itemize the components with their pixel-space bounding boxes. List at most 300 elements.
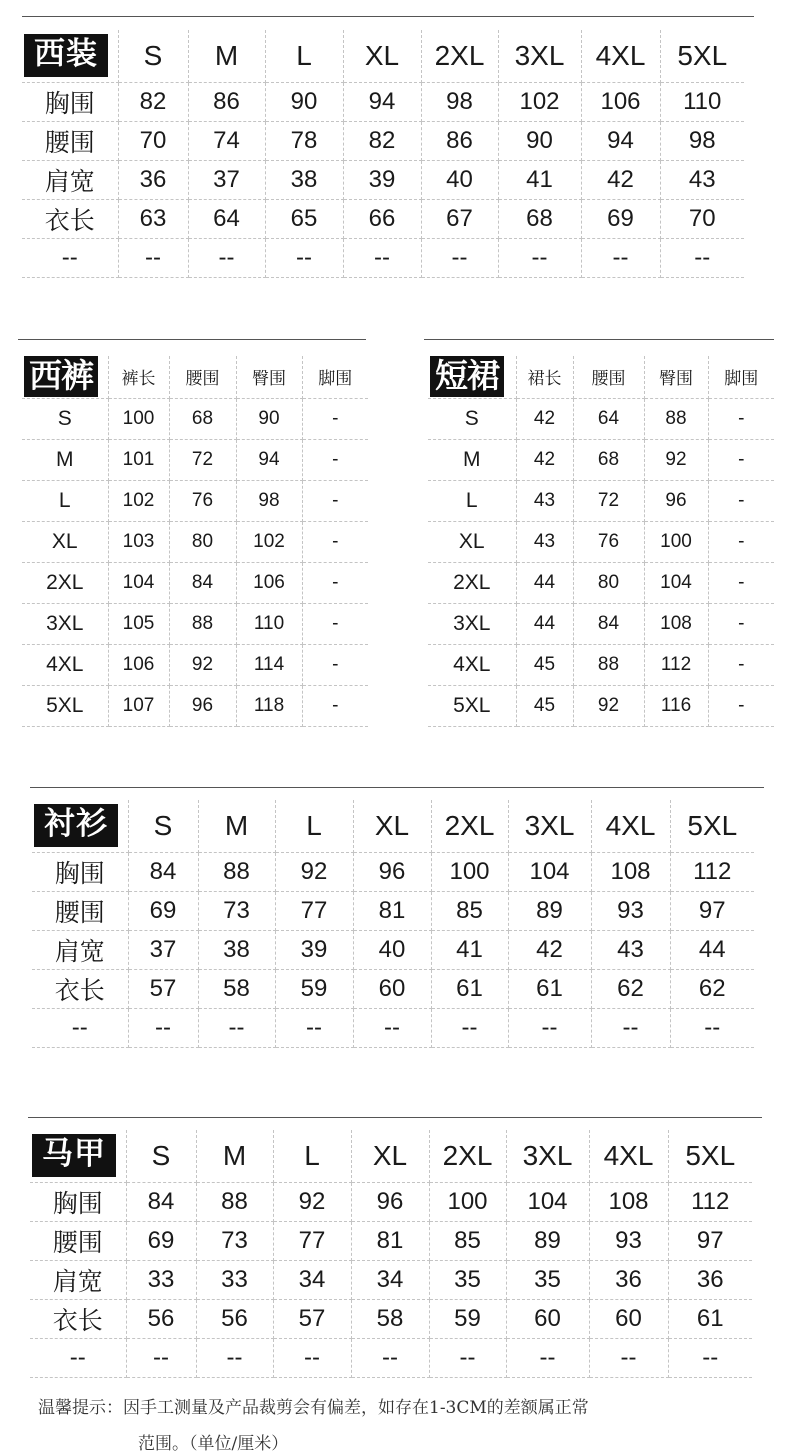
table-cell: - xyxy=(708,685,774,726)
table-cell: 86 xyxy=(421,121,498,160)
table-cell: 112 xyxy=(670,852,754,891)
table-cell: -- xyxy=(421,238,498,277)
table-cell: 73 xyxy=(198,891,275,930)
size-header: M xyxy=(196,1130,273,1182)
table-cell: 88 xyxy=(169,603,236,644)
table-row xyxy=(428,398,774,439)
row-label: 腰围 xyxy=(22,121,118,160)
size-header: M xyxy=(198,800,275,852)
table-cell: 94 xyxy=(581,121,660,160)
size-header: S xyxy=(128,800,198,852)
row-size: L xyxy=(428,480,516,521)
table-cell: 56 xyxy=(196,1299,273,1338)
table-cell: 82 xyxy=(343,121,421,160)
table-cell: 59 xyxy=(429,1299,506,1338)
divider-shirt xyxy=(30,787,764,788)
size-header: 5XL xyxy=(668,1130,752,1182)
table-cell: 61 xyxy=(508,969,591,1008)
table-cell: 36 xyxy=(118,160,188,199)
table-cell: -- xyxy=(351,1338,429,1377)
table-cell: 40 xyxy=(421,160,498,199)
table-cell: 108 xyxy=(589,1182,668,1221)
pants-title: 西裤 xyxy=(24,356,98,397)
size-header: 4XL xyxy=(589,1130,668,1182)
size-header: 3XL xyxy=(508,800,591,852)
table-cell: 35 xyxy=(429,1260,506,1299)
table-cell: 42 xyxy=(516,398,573,439)
table-row xyxy=(22,398,368,439)
pants-title-cell xyxy=(22,356,108,398)
table-cell: 58 xyxy=(351,1299,429,1338)
table-cell: 100 xyxy=(429,1182,506,1221)
size-header: 4XL xyxy=(581,30,660,82)
table-cell: 72 xyxy=(169,439,236,480)
table-cell: 61 xyxy=(431,969,508,1008)
table-cell: 106 xyxy=(108,644,169,685)
table-row xyxy=(428,521,774,562)
table-cell: 36 xyxy=(589,1260,668,1299)
table-cell: -- xyxy=(670,1008,754,1047)
table-cell: 43 xyxy=(516,480,573,521)
table-cell: 102 xyxy=(498,82,581,121)
table-cell: 105 xyxy=(108,603,169,644)
table-cell: 73 xyxy=(196,1221,273,1260)
table-cell: 101 xyxy=(108,439,169,480)
table-row xyxy=(22,480,368,521)
shirt-title: 衬衫 xyxy=(34,804,118,847)
table-cell: - xyxy=(302,644,368,685)
table-row xyxy=(22,603,368,644)
pants-size-table xyxy=(22,356,368,727)
table-cell: 56 xyxy=(126,1299,196,1338)
table-cell: 45 xyxy=(516,644,573,685)
table-cell: 36 xyxy=(668,1260,752,1299)
table-cell: 77 xyxy=(275,891,353,930)
table-row xyxy=(32,891,754,930)
row-label: 衣长 xyxy=(30,1299,126,1338)
table-cell: -- xyxy=(589,1338,668,1377)
table-row xyxy=(30,1260,752,1299)
table-row xyxy=(22,521,368,562)
row-size: S xyxy=(22,398,108,439)
table-cell: 39 xyxy=(275,930,353,969)
table-row xyxy=(30,1338,752,1377)
vest-title: 马甲 xyxy=(32,1134,116,1177)
column-header: 裙长 xyxy=(516,356,573,398)
table-cell: 45 xyxy=(516,685,573,726)
table-cell: 112 xyxy=(644,644,708,685)
divider-pants xyxy=(18,339,366,340)
suit-title-cell xyxy=(22,30,118,82)
row-size: XL xyxy=(428,521,516,562)
table-cell: 97 xyxy=(668,1221,752,1260)
table-row xyxy=(428,562,774,603)
table-row xyxy=(428,439,774,480)
row-label: -- xyxy=(30,1338,126,1377)
table-cell: 106 xyxy=(236,562,302,603)
table-cell: 89 xyxy=(508,891,591,930)
table-cell: -- xyxy=(353,1008,431,1047)
table-cell: 104 xyxy=(506,1182,589,1221)
table-cell: 60 xyxy=(353,969,431,1008)
row-label: 衣长 xyxy=(22,199,118,238)
table-cell: 74 xyxy=(188,121,265,160)
table-cell: -- xyxy=(668,1338,752,1377)
row-size: 2XL xyxy=(22,562,108,603)
shirt-title-cell xyxy=(32,800,128,852)
size-header: 2XL xyxy=(421,30,498,82)
table-cell: 42 xyxy=(508,930,591,969)
table-cell: 66 xyxy=(343,199,421,238)
table-cell: 98 xyxy=(421,82,498,121)
row-label: 腰围 xyxy=(32,891,128,930)
table-cell: 93 xyxy=(591,891,670,930)
table-cell: 69 xyxy=(581,199,660,238)
table-cell: 90 xyxy=(265,82,343,121)
table-cell: -- xyxy=(429,1338,506,1377)
table-row xyxy=(32,852,754,891)
table-cell: -- xyxy=(128,1008,198,1047)
size-header: XL xyxy=(351,1130,429,1182)
divider-skirt xyxy=(424,339,774,340)
table-row xyxy=(22,644,368,685)
table-cell: 88 xyxy=(198,852,275,891)
table-cell: - xyxy=(302,439,368,480)
table-cell: -- xyxy=(498,238,581,277)
row-size: L xyxy=(22,480,108,521)
table-cell: 33 xyxy=(196,1260,273,1299)
column-header: 臀围 xyxy=(236,356,302,398)
column-header: 臀围 xyxy=(644,356,708,398)
table-cell: 92 xyxy=(273,1182,351,1221)
table-cell: - xyxy=(708,562,774,603)
table-cell: 69 xyxy=(128,891,198,930)
table-cell: -- xyxy=(273,1338,351,1377)
table-cell: 43 xyxy=(591,930,670,969)
size-header: XL xyxy=(353,800,431,852)
table-cell: 78 xyxy=(265,121,343,160)
table-cell: 94 xyxy=(236,439,302,480)
measurement-note xyxy=(38,1393,589,1454)
column-header: 脚围 xyxy=(302,356,368,398)
table-row xyxy=(428,644,774,685)
table-cell: 37 xyxy=(128,930,198,969)
table-cell: 80 xyxy=(573,562,644,603)
table-cell: 96 xyxy=(644,480,708,521)
table-cell: 88 xyxy=(644,398,708,439)
table-cell: 102 xyxy=(108,480,169,521)
table-cell: 68 xyxy=(169,398,236,439)
table-cell: 57 xyxy=(128,969,198,1008)
table-cell: 98 xyxy=(236,480,302,521)
table-cell: - xyxy=(708,521,774,562)
table-cell: - xyxy=(302,603,368,644)
table-cell: 100 xyxy=(644,521,708,562)
table-cell: -- xyxy=(506,1338,589,1377)
table-cell: -- xyxy=(581,238,660,277)
table-cell: 34 xyxy=(273,1260,351,1299)
table-cell: 100 xyxy=(108,398,169,439)
table-cell: 44 xyxy=(670,930,754,969)
row-label: 胸围 xyxy=(30,1182,126,1221)
table-cell: 103 xyxy=(108,521,169,562)
table-cell: 62 xyxy=(670,969,754,1008)
table-cell: 60 xyxy=(506,1299,589,1338)
size-header: S xyxy=(126,1130,196,1182)
table-cell: 64 xyxy=(188,199,265,238)
table-cell: -- xyxy=(188,238,265,277)
column-header: 裤长 xyxy=(108,356,169,398)
table-cell: 106 xyxy=(581,82,660,121)
table-cell: 89 xyxy=(506,1221,589,1260)
table-cell: 92 xyxy=(169,644,236,685)
table-cell: -- xyxy=(265,238,343,277)
table-cell: 39 xyxy=(343,160,421,199)
suit-title: 西装 xyxy=(24,34,108,77)
table-cell: 81 xyxy=(351,1221,429,1260)
table-cell: 70 xyxy=(118,121,188,160)
table-cell: 63 xyxy=(118,199,188,238)
table-cell: 35 xyxy=(506,1260,589,1299)
table-cell: 102 xyxy=(236,521,302,562)
table-cell: 100 xyxy=(431,852,508,891)
vest-title-cell xyxy=(30,1130,126,1182)
table-cell: - xyxy=(302,562,368,603)
table-cell: -- xyxy=(275,1008,353,1047)
table-row xyxy=(22,199,744,238)
suit-size-table xyxy=(22,30,744,278)
table-cell: 84 xyxy=(169,562,236,603)
row-label: 胸围 xyxy=(22,82,118,121)
size-header: L xyxy=(273,1130,351,1182)
table-cell: - xyxy=(302,685,368,726)
row-label: 腰围 xyxy=(30,1221,126,1260)
table-row xyxy=(32,930,754,969)
table-cell: 92 xyxy=(573,685,644,726)
table-cell: 38 xyxy=(265,160,343,199)
table-cell: 97 xyxy=(670,891,754,930)
row-size: 5XL xyxy=(428,685,516,726)
table-cell: 88 xyxy=(573,644,644,685)
size-header: L xyxy=(265,30,343,82)
table-cell: -- xyxy=(118,238,188,277)
table-row xyxy=(22,238,744,277)
table-cell: 76 xyxy=(169,480,236,521)
row-size: 4XL xyxy=(428,644,516,685)
table-cell: 38 xyxy=(198,930,275,969)
column-header: 脚围 xyxy=(708,356,774,398)
table-cell: 116 xyxy=(644,685,708,726)
column-header: 腰围 xyxy=(573,356,644,398)
table-cell: 43 xyxy=(516,521,573,562)
table-row xyxy=(428,685,774,726)
table-cell: 90 xyxy=(498,121,581,160)
row-size: M xyxy=(428,439,516,480)
row-label: -- xyxy=(32,1008,128,1047)
table-cell: 42 xyxy=(581,160,660,199)
table-cell: 44 xyxy=(516,562,573,603)
table-cell: 98 xyxy=(660,121,744,160)
table-cell: 65 xyxy=(265,199,343,238)
table-cell: 68 xyxy=(573,439,644,480)
table-row xyxy=(30,1221,752,1260)
table-cell: - xyxy=(708,644,774,685)
table-cell: 85 xyxy=(429,1221,506,1260)
table-cell: 94 xyxy=(343,82,421,121)
table-cell: 70 xyxy=(660,199,744,238)
table-row xyxy=(22,562,368,603)
table-row xyxy=(30,1182,752,1221)
table-cell: 37 xyxy=(188,160,265,199)
shirt-size-table xyxy=(32,800,754,1048)
size-header: S xyxy=(118,30,188,82)
row-label: 胸围 xyxy=(32,852,128,891)
table-cell: 62 xyxy=(591,969,670,1008)
table-cell: 104 xyxy=(644,562,708,603)
table-cell: 64 xyxy=(573,398,644,439)
table-cell: 58 xyxy=(198,969,275,1008)
table-cell: 69 xyxy=(126,1221,196,1260)
row-size: 5XL xyxy=(22,685,108,726)
table-cell: -- xyxy=(198,1008,275,1047)
table-cell: 68 xyxy=(498,199,581,238)
row-size: 3XL xyxy=(22,603,108,644)
table-cell: -- xyxy=(660,238,744,277)
table-cell: 96 xyxy=(353,852,431,891)
table-cell: 80 xyxy=(169,521,236,562)
table-cell: 43 xyxy=(660,160,744,199)
size-header: 2XL xyxy=(429,1130,506,1182)
table-cell: - xyxy=(302,480,368,521)
vest-size-table xyxy=(30,1130,752,1378)
table-cell: 76 xyxy=(573,521,644,562)
table-cell: - xyxy=(302,398,368,439)
row-size: 2XL xyxy=(428,562,516,603)
table-cell: 34 xyxy=(351,1260,429,1299)
table-cell: 118 xyxy=(236,685,302,726)
table-cell: 108 xyxy=(591,852,670,891)
table-cell: 88 xyxy=(196,1182,273,1221)
table-cell: -- xyxy=(591,1008,670,1047)
table-row xyxy=(22,439,368,480)
table-cell: - xyxy=(708,603,774,644)
row-label: 肩宽 xyxy=(22,160,118,199)
size-header: 5XL xyxy=(660,30,744,82)
table-cell: 60 xyxy=(589,1299,668,1338)
table-cell: 40 xyxy=(353,930,431,969)
table-cell: 33 xyxy=(126,1260,196,1299)
table-cell: 77 xyxy=(273,1221,351,1260)
table-cell: 104 xyxy=(108,562,169,603)
table-cell: - xyxy=(708,398,774,439)
table-cell: -- xyxy=(508,1008,591,1047)
row-size: 3XL xyxy=(428,603,516,644)
table-cell: 67 xyxy=(421,199,498,238)
table-cell: 93 xyxy=(589,1221,668,1260)
table-cell: 81 xyxy=(353,891,431,930)
skirt-size-table xyxy=(428,356,774,727)
table-cell: 59 xyxy=(275,969,353,1008)
table-row xyxy=(32,1008,754,1047)
skirt-title: 短裙 xyxy=(430,356,504,397)
skirt-title-cell xyxy=(428,356,516,398)
table-cell: 107 xyxy=(108,685,169,726)
table-cell: 41 xyxy=(498,160,581,199)
table-cell: -- xyxy=(431,1008,508,1047)
table-cell: 110 xyxy=(236,603,302,644)
table-cell: 85 xyxy=(431,891,508,930)
table-cell: 92 xyxy=(275,852,353,891)
row-size: S xyxy=(428,398,516,439)
table-cell: -- xyxy=(126,1338,196,1377)
table-cell: -- xyxy=(196,1338,273,1377)
row-label: -- xyxy=(22,238,118,277)
table-cell: 104 xyxy=(508,852,591,891)
table-cell: - xyxy=(302,521,368,562)
table-row xyxy=(428,603,774,644)
table-row xyxy=(22,82,744,121)
table-row xyxy=(22,160,744,199)
row-size: XL xyxy=(22,521,108,562)
table-cell: 42 xyxy=(516,439,573,480)
table-cell: 44 xyxy=(516,603,573,644)
table-cell: 96 xyxy=(169,685,236,726)
table-cell: - xyxy=(708,480,774,521)
table-cell: 86 xyxy=(188,82,265,121)
table-cell: 82 xyxy=(118,82,188,121)
table-cell: 92 xyxy=(644,439,708,480)
column-header: 腰围 xyxy=(169,356,236,398)
table-row xyxy=(22,685,368,726)
table-cell: - xyxy=(708,439,774,480)
table-cell: 108 xyxy=(644,603,708,644)
row-size: M xyxy=(22,439,108,480)
size-header: 2XL xyxy=(431,800,508,852)
table-cell: 84 xyxy=(128,852,198,891)
table-row xyxy=(22,121,744,160)
table-cell: 72 xyxy=(573,480,644,521)
table-cell: 114 xyxy=(236,644,302,685)
size-header: XL xyxy=(343,30,421,82)
table-row xyxy=(32,969,754,1008)
size-header: 5XL xyxy=(670,800,754,852)
table-cell: 57 xyxy=(273,1299,351,1338)
table-cell: 41 xyxy=(431,930,508,969)
table-cell: 96 xyxy=(351,1182,429,1221)
size-header: L xyxy=(275,800,353,852)
table-cell: 61 xyxy=(668,1299,752,1338)
row-size: 4XL xyxy=(22,644,108,685)
table-row xyxy=(428,480,774,521)
table-cell: 112 xyxy=(668,1182,752,1221)
table-cell: 90 xyxy=(236,398,302,439)
size-header: 3XL xyxy=(506,1130,589,1182)
row-label: 肩宽 xyxy=(32,930,128,969)
size-header: M xyxy=(188,30,265,82)
divider-vest xyxy=(28,1117,762,1118)
size-header: 3XL xyxy=(498,30,581,82)
row-label: 肩宽 xyxy=(30,1260,126,1299)
row-label: 衣长 xyxy=(32,969,128,1008)
note-line-2: 范围。（单位/厘米） xyxy=(138,1434,289,1454)
divider-top xyxy=(22,16,754,17)
table-cell: 110 xyxy=(660,82,744,121)
table-cell: 84 xyxy=(573,603,644,644)
size-header: 4XL xyxy=(591,800,670,852)
note-line-1: 温馨提示：因手工测量及产品裁剪会有偏差，如存在1-3CM的差额属正常 xyxy=(38,1398,589,1418)
table-cell: -- xyxy=(343,238,421,277)
table-row xyxy=(30,1299,752,1338)
